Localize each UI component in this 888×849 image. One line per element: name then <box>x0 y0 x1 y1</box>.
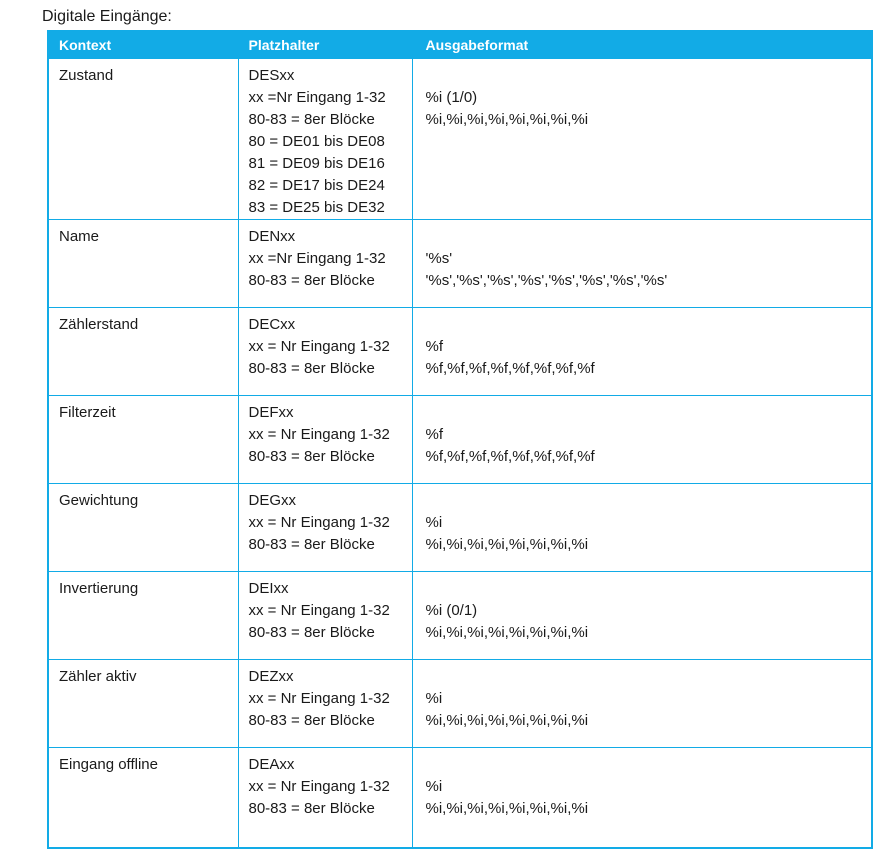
digital-inputs-table <box>47 30 873 849</box>
table-row <box>48 395 872 483</box>
cell-line: DEIxx <box>248 579 289 597</box>
kontext-cell: Invertierung <box>48 571 238 659</box>
table-row <box>48 571 872 659</box>
cell-line: xx =Nr Eingang 1-32 <box>248 88 386 106</box>
table-row <box>48 219 872 307</box>
kontext-cell: Eingang offline <box>48 747 238 848</box>
cell-line: 80-83 = 8er Blöcke <box>248 799 375 817</box>
cell-line: DENxx <box>248 227 296 245</box>
cell-line: 80-83 = 8er Blöcke <box>248 447 375 465</box>
ausgabeformat-cell <box>412 483 872 571</box>
cell-line: %f,%f,%f,%f,%f,%f,%f,%f <box>425 359 595 377</box>
cell-line <box>426 402 866 424</box>
cell-line: xx =Nr Eingang 1-32 <box>248 249 386 267</box>
cell-line: DEAxx <box>248 755 295 773</box>
kontext-cell: Gewichtung <box>48 483 238 571</box>
cell-line: %i (1/0) <box>425 88 478 106</box>
ausgabeformat-cell <box>412 307 872 395</box>
ausgabeformat-cell <box>412 659 872 747</box>
cell-line: 81 = DE09 bis DE16 <box>248 154 385 172</box>
cell-line: 80-83 = 8er Blöcke <box>248 359 375 377</box>
cell-line: 82 = DE17 bis DE24 <box>248 176 385 194</box>
cell-line: '%s','%s','%s','%s','%s','%s','%s','%s' <box>425 271 668 289</box>
column-header-ausgabeformat: Ausgabeformat <box>412 31 872 58</box>
cell-line: 80-83 = 8er Blöcke <box>248 711 375 729</box>
kontext-cell: Zustand <box>48 58 238 219</box>
cell-line: 80-83 = 8er Blöcke <box>248 110 375 128</box>
page-title: Digitale Eingänge: <box>42 8 172 25</box>
cell-line: %i,%i,%i,%i,%i,%i,%i,%i <box>425 799 589 817</box>
cell-line: '%s' <box>425 249 453 267</box>
ausgabeformat-cell <box>412 219 872 307</box>
cell-line <box>426 666 866 688</box>
cell-line: %i,%i,%i,%i,%i,%i,%i,%i <box>425 535 589 553</box>
table-header <box>48 31 872 58</box>
platzhalter-cell <box>238 659 412 747</box>
cell-line <box>426 578 866 600</box>
kontext-cell: Name <box>48 219 238 307</box>
platzhalter-cell <box>238 395 412 483</box>
column-header-kontext: Kontext <box>48 31 238 58</box>
cell-line: 80 = DE01 bis DE08 <box>248 132 385 150</box>
table-row <box>48 659 872 747</box>
platzhalter-cell <box>238 307 412 395</box>
table-body <box>48 58 872 848</box>
ausgabeformat-cell <box>412 395 872 483</box>
cell-line: xx = Nr Eingang 1-32 <box>248 513 390 531</box>
kontext-cell: Zähler aktiv <box>48 659 238 747</box>
column-header-platzhalter: Platzhalter <box>238 31 412 58</box>
ausgabeformat-cell <box>412 58 872 219</box>
cell-line: DEFxx <box>248 403 294 421</box>
cell-line: DECxx <box>248 315 296 333</box>
table-row <box>48 483 872 571</box>
header-row <box>48 31 872 58</box>
cell-line: xx = Nr Eingang 1-32 <box>248 337 390 355</box>
cell-line <box>426 65 866 87</box>
table-row <box>48 58 872 219</box>
platzhalter-cell <box>238 219 412 307</box>
cell-line: %i,%i,%i,%i,%i,%i,%i,%i <box>425 623 589 641</box>
ausgabeformat-cell <box>412 747 872 848</box>
cell-line: xx = Nr Eingang 1-32 <box>248 425 390 443</box>
cell-line: 83 = DE25 bis DE32 <box>248 198 385 216</box>
platzhalter-cell <box>238 58 412 219</box>
cell-line: %i (0/1) <box>425 601 478 619</box>
cell-line <box>426 490 866 512</box>
cell-line <box>426 314 866 336</box>
cell-line <box>426 754 866 776</box>
cell-line: %f <box>425 425 444 443</box>
cell-line: xx = Nr Eingang 1-32 <box>248 689 390 707</box>
cell-line: DEZxx <box>248 667 294 685</box>
platzhalter-cell <box>238 571 412 659</box>
cell-line: %i <box>425 777 443 795</box>
table-row <box>48 747 872 848</box>
cell-line: xx = Nr Eingang 1-32 <box>248 601 390 619</box>
cell-line: DEGxx <box>248 491 297 509</box>
table-row <box>48 307 872 395</box>
cell-line: 80-83 = 8er Blöcke <box>248 535 375 553</box>
cell-line: %i,%i,%i,%i,%i,%i,%i,%i <box>425 110 589 128</box>
cell-line: %f,%f,%f,%f,%f,%f,%f,%f <box>425 447 595 465</box>
kontext-cell: Zählerstand <box>48 307 238 395</box>
ausgabeformat-cell <box>412 571 872 659</box>
cell-line: 80-83 = 8er Blöcke <box>248 623 375 641</box>
cell-line: %i,%i,%i,%i,%i,%i,%i,%i <box>425 711 589 729</box>
cell-line: 80-83 = 8er Blöcke <box>248 271 375 289</box>
platzhalter-cell <box>238 483 412 571</box>
cell-line <box>426 226 866 248</box>
platzhalter-cell <box>238 747 412 848</box>
cell-line: %i <box>425 689 443 707</box>
cell-line: %i <box>425 513 443 531</box>
kontext-cell: Filterzeit <box>48 395 238 483</box>
cell-line: DESxx <box>248 66 295 84</box>
cell-line: %f <box>425 337 444 355</box>
cell-line: xx = Nr Eingang 1-32 <box>248 777 390 795</box>
